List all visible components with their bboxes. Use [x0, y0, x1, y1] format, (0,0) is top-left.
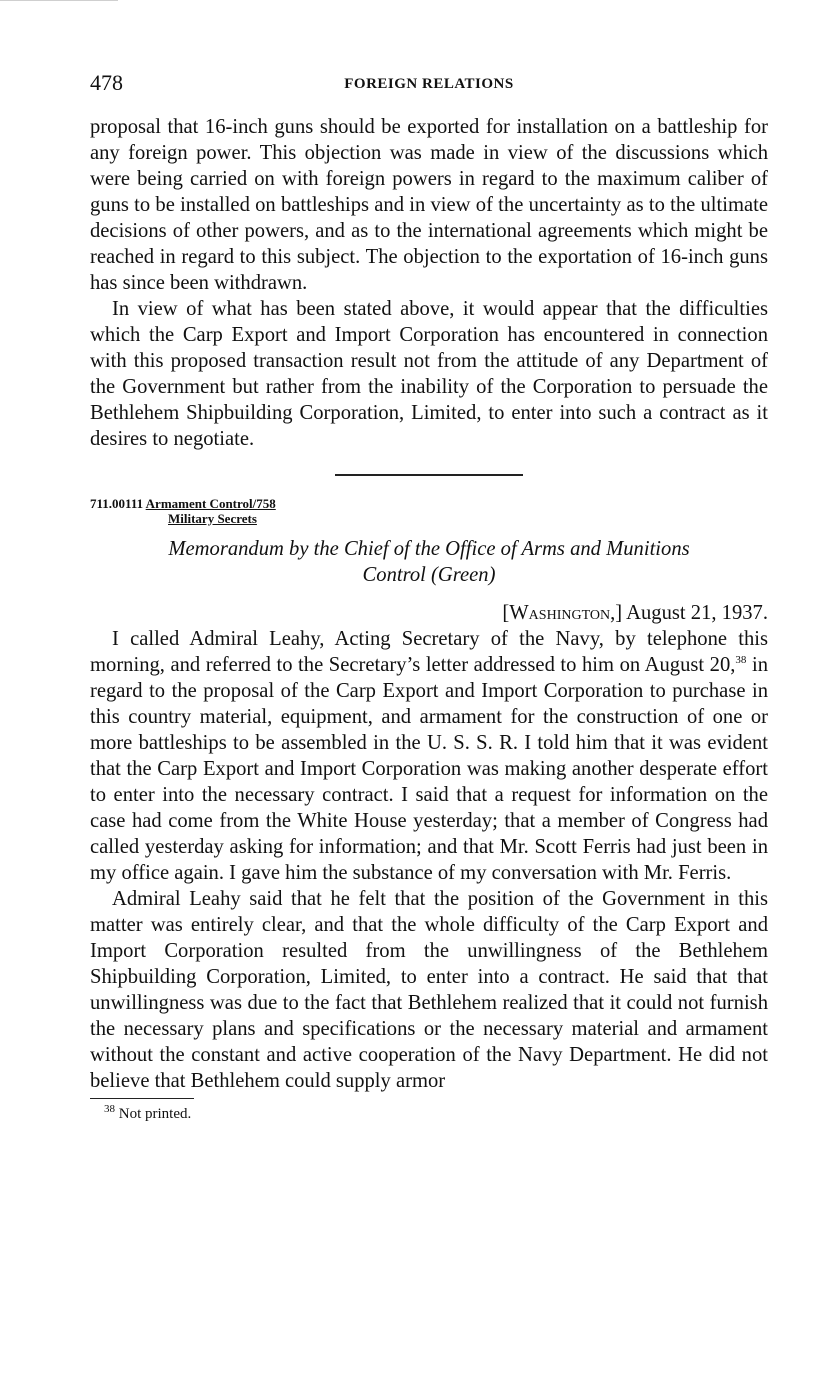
dateline-date: August 21, 1937.	[626, 601, 768, 624]
page-number: 478	[90, 70, 123, 95]
running-head-title: FOREIGN RELATIONS	[344, 76, 514, 92]
document-page	[90, 70, 768, 1123]
memorandum-paragraph-1	[90, 626, 768, 886]
section-divider	[335, 474, 523, 476]
memo-text-before-note: I called Admiral Leahy, Acting Secretary of the Navy, by telephone this morning, and referred to the Secretary’s letter addressed to him on August 20,	[90, 627, 768, 676]
memorandum-paragraph-2: Admiral Leahy said that he felt that the position of the Government in this matter was entirely clear, and that the whole difficulty of the Carp Export and Import Corporation resulted from the unwillingness of the Bethlehem Shipbuilding Corporation, Limited, to enter into a contract. He said that that unwillingness was due to the fact that Bethlehem realized that it could not furnish the necessary plans and specifications or the necessary material and armament without the constant and active cooperation of the Navy Department. He did not believe that Bethlehem could supply armor	[90, 887, 768, 1092]
file-subject: Armament Control/758	[145, 495, 276, 511]
memo-text-after-note: in regard to the proposal of the Carp Export and Import Corporation to purchase in this country material, equipment, and armament for the construction of one or more battleships to be assembled in the U. S. S. R. I told him that it was evident that the Carp Export and Import Corporation was making another desperate effort to enter into the necessary contract. I said that a request for information on the case had come from the White House yesterday; that a member of Congress had called yesterday asking for information; and that Mr. Scott Ferris had just been in my office again. I gave him the substance of my conversation with Mr. Ferris.	[90, 653, 768, 884]
document-title-line-2: Control (Green)	[362, 563, 496, 586]
footnote-reference[interactable]: 38	[735, 653, 747, 666]
continued-paragraph: proposal that 16-inch guns should be exported for installation on a battleship for any foreign power. This objection was made in view of the discussions which were being carried on with foreign powers in regard to the maximum caliber of guns to be installed on battleships and in view of the uncertainty as to the ultimate decisions of other powers, and as to the international agreements which might be reached in regard to this subject. The objection to the exportation of 16-inch guns has since been withdrawn.	[90, 116, 768, 294]
document-title	[90, 536, 768, 588]
document-title-line-1: Memorandum by the Chief of the Office of Arms and Munitions	[168, 537, 690, 560]
running-head	[90, 70, 768, 100]
footnote	[90, 1105, 768, 1123]
dateline	[90, 600, 768, 626]
scan-edge-line	[0, 0, 118, 1]
footnote-text: Not printed.	[118, 1106, 192, 1122]
footnote-marker: 38	[104, 1103, 115, 1115]
dateline-place: [Washington,]	[502, 601, 623, 624]
file-classification: Military Secrets	[168, 510, 257, 526]
footnote-divider	[90, 1098, 194, 1100]
file-number: 711.00111	[90, 495, 144, 511]
paragraph-conclusion: In view of what has been stated above, it would appear that the difficulties which the Carp Export and Import Corporation has encountered in connection with this proposed transaction result not from the attitude of any Department of the Government but rather from the inability of the Corporation to persuade the Bethlehem Shipbuilding Corporation, Limited, to enter into such a contract as it desires to negotiate.	[90, 298, 768, 450]
file-reference	[90, 496, 768, 511]
